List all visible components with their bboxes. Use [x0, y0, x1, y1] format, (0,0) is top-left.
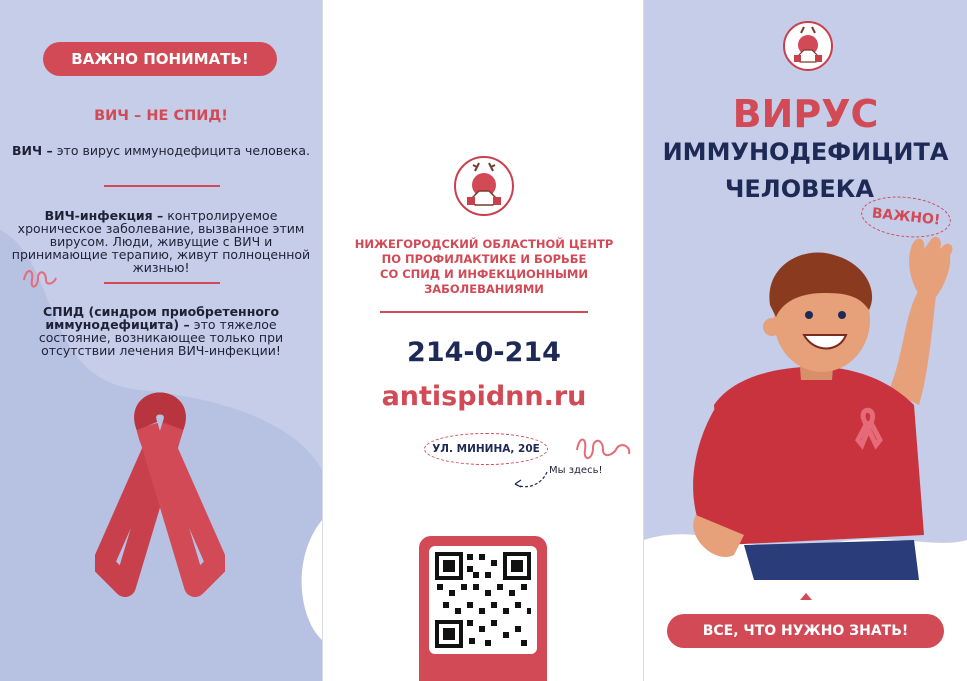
phone-number[interactable]: 214-0-214 [407, 337, 561, 368]
aids-term: СПИД (синдром приобретенного иммунодефицита) – [42, 304, 280, 332]
title-line-1: ВИРУС [732, 92, 879, 136]
we-are-here-note: Мы здесь! [549, 465, 603, 476]
deer-logo-icon [453, 155, 515, 217]
squiggle-decoration-icon [20, 266, 60, 298]
aids-text: это тяжелое состояние, возникающее только при отсутствии лечения ВИЧ-инфекции! [38, 317, 284, 358]
website-link[interactable]: antispidnn.ru [381, 381, 587, 412]
right-panel [644, 0, 967, 681]
qr-card [419, 536, 547, 681]
org-line-3: СО СПИД И ИНФЕКЦИОННЫМИ ЗАБОЛЕВАНИЯМИ [380, 267, 588, 296]
address-badge: УЛ. МИНИНА, 20Е [424, 433, 548, 465]
aids-definition [10, 305, 312, 357]
deer-logo-icon [782, 20, 834, 72]
hiv-not-aids-heading: ВИЧ – НЕ СПИД! [94, 108, 228, 124]
red-ribbon-icon [95, 386, 225, 616]
divider [104, 185, 220, 187]
org-line-1: НИЖЕГОРОДСКИЙ ОБЛАСТНОЙ ЦЕНТР [354, 237, 614, 251]
organization-name [333, 237, 635, 297]
important-badge: ВАЖНО! [859, 192, 953, 241]
title-line-3: ЧЕЛОВЕКА [724, 175, 874, 203]
hiv-text: это вирус иммунодефицита человека. [52, 143, 310, 158]
hiv-term: ВИЧ – [12, 143, 53, 158]
waving-boy-illustration [674, 235, 964, 580]
divider [104, 282, 220, 284]
hiv-definition [10, 144, 312, 157]
arrow-up-icon [800, 593, 812, 600]
squiggle-decoration-icon [573, 434, 635, 466]
left-panel [0, 0, 322, 681]
arrow-icon [511, 466, 551, 496]
everything-you-need-to-know-button[interactable]: ВСЕ, ЧТО НУЖНО ЗНАТЬ! [667, 614, 944, 648]
infection-term: ВИЧ-инфекция – [44, 208, 164, 223]
hiv-infection-definition [10, 209, 312, 274]
important-understand-banner: ВАЖНО ПОНИМАТЬ! [43, 42, 277, 76]
middle-panel [322, 0, 644, 681]
title-line-2: ИММУНОДЕФИЦИТА [662, 138, 949, 166]
infection-text: контролируемое хроническое заболевание, вызванное этим вирусом. Люди, живущие с ВИЧ и принимающие терапию, живут полноценной жизнью! [11, 208, 311, 275]
divider [380, 311, 588, 313]
org-line-2: ПО ПРОФИЛАКТИКЕ И БОРЬБЕ [381, 252, 587, 266]
qr-code-icon[interactable] [429, 546, 537, 654]
